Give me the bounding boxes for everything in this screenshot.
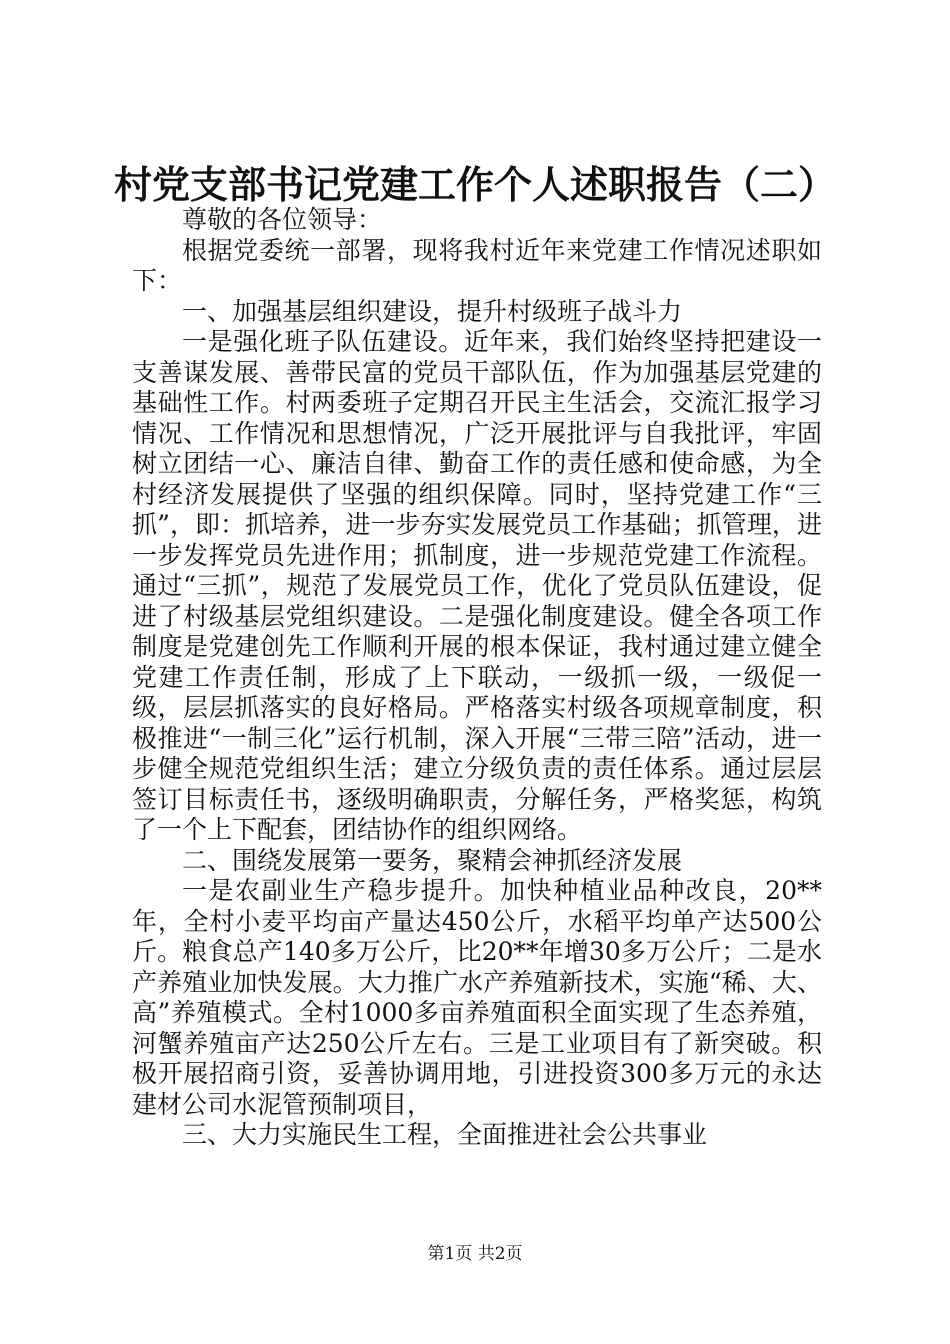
document-body (132, 205, 822, 1151)
section-body-1: 一是强化班子队伍建设。近年来，我们始终坚持把建设一支善谋发展、善带民富的党员干部队伍，作为加强基层党建的基础性工作。村两委班子定期召开民主生活会，交流汇报学习情况、工作情况和思想情况，广泛开展批评与自我批评，牢固树立团结一心、廉洁自律、勤奋工作的责任感和使命感，为全村经济发展提供了坚强的组织保障。同时，坚持党建工作“三抓”，即：抓培养，进一步夯实发展党员工作基础；抓管理，进一步发挥党员先进作用；抓制度，进一步规范党建工作流程。通过“三抓”，规范了发展党员工作，优化了党员队伍建设，促进了村级基层党组织建设。二是强化制度建设。健全各项工作制度是党建创先工作顺利开展的根本保证，我村通过建立健全党建工作责任制，形成了上下联动，一级抓一级，一级促一级，层层抓落实的良好格局。严格落实村级各项规章制度，积极推进“一制三化”运行机制，深入开展“三带三陪”活动，进一步健全规范党组织生活；建立分级负责的责任体系。通过层层签订目标责任书，逐级明确职责，分解任务，严格奖惩，构筑了一个上下配套，团结协作的组织网络。 (132, 327, 822, 844)
document-title: 村党支部书记党建工作个人述职报告（二） (113, 162, 836, 207)
salutation: 尊敬的各位领导： (182, 205, 383, 234)
page-footer: 第1页 共2页 (427, 1244, 523, 1264)
section-body-2: 一是农副业生产稳步提升。加快种植业品种改良，20**年，全村小麦平均亩产量达450公斤，水稻平均单产达500公斤。粮食总产140多万公斤，比20**年增30多万公斤；二是水产养殖业加快发展。大力推广水产养殖新技术，实施“稀、大、高”养殖模式。全村1000多亩养殖面积全面实现了生态养殖，河蟹养殖亩产达250公斤左右。三是工业项目有了新突破。积极开展招商引资，妥善协调用地，引进投资300多万元的永达建材公司水泥管预制项目， (132, 876, 822, 1119)
section-heading-1: 一、加强基层组织建设，提升村级班子战斗力 (182, 296, 683, 326)
intro-paragraph: 根据党委统一部署，现将我村近年来党建工作情况述职如下： (132, 235, 822, 295)
section-heading-2: 二、围绕发展第一要务，聚精会神抓经济发展 (182, 845, 683, 875)
section-heading-3: 三、大力实施民生工程，全面推进社会公共事业 (182, 1120, 708, 1149)
